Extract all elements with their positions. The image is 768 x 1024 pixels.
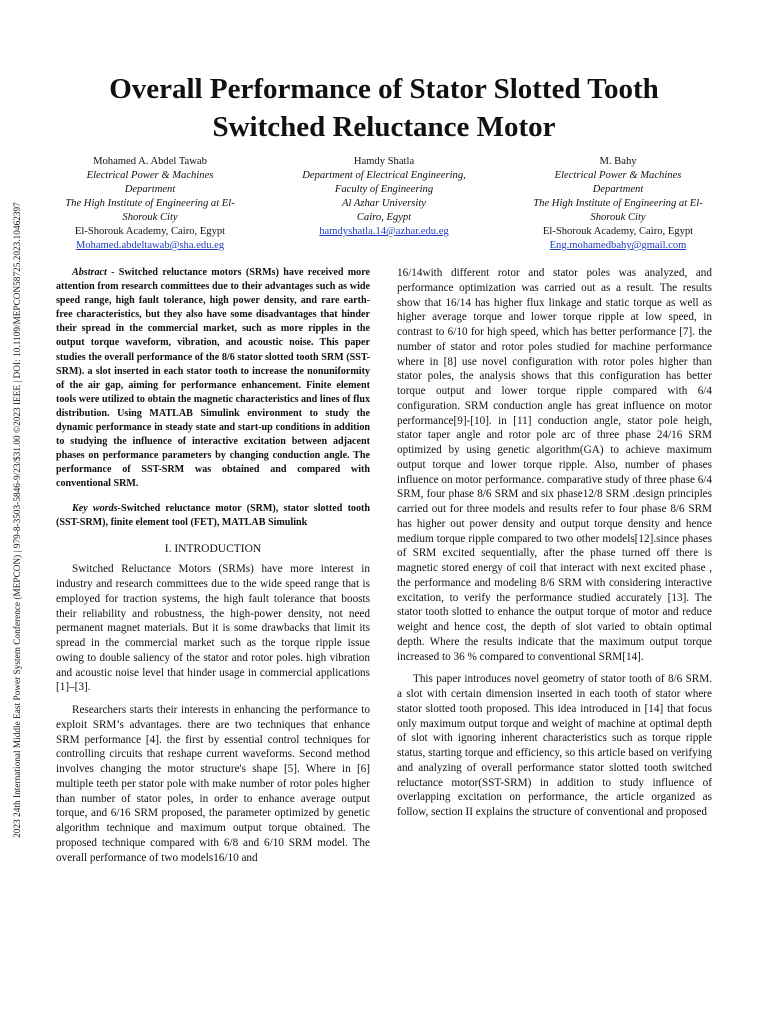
- author-institution-line: Shorouk City: [122, 212, 178, 223]
- title-line-1: Overall Performance of Stator Slotted Tooth: [109, 73, 659, 105]
- intro-paragraph-1: Switched Reluctance Motors (SRMs) have more interest in industry and research committees due to the wide speed range that is employed for traction systems, the high fault tolerance that boosts their reliability and robustness, the high-power density, not need permanent magnet materials. But it is some drawbacks that limit its spread in the commercial market such as the torque ripple issue owing to double saliency of the stator and rotor poles. high vibration and acoustic noise level that hinder usage in commercial applications [1]–[3].: [56, 563, 370, 694]
- author-institution-line: Shorouk City: [590, 212, 646, 223]
- right-paragraph-1: 16/14with different rotor and stator poles was analyzed, and performance optimization was carried out as a result. The results show that 16/14 has higher flux linkage and static torque as well as higher average torque and lower torque ripple at low speed, in contrast to 6/10 for high speed, which has better performance [7]. the number of stator and rotor poles studied for machine performance where in [8] use novel configuration with rotor poles higher than stator poles, the analysis shows that this configuration has better torque output and lower torque ripple compared with 6/4 configuration. SRM conduction angle has great influence on motor performance[9]-[10]. in [11] conduction angle, stator pole heigh, stator taper angle and rotor pole arc of three phase 24/16 SRM optimized by using genetic algorithm(GA) to achieve maximum output torque and lower torque ripple. Also, number of phases influence on motor performance. comparative study of three phase 6/4 SRM, four phase 8/6 SRM and six phase12/8 SRM .design principles carried out for three models and results refer to four phase 8/6 SRM has higher out power density and output torque density and hence medium torque ripple compared to two other models[12].since phases of SRM excited sequentially, after the phase turned off there is magnetic stored energy of coil that interact with next excited phase , the performance and modeling 8/6 SRM with considering interactive excitation, to verify the performance studied accurately [13]. The stator tooth slotted to enhance the output torque of motor and reduce weight and hence cost, the depth of slot varied to obtain optimal depth. Where the results indicate that the maximum output torque increased to 36 % compared to conventional SRM[14].: [397, 267, 712, 663]
- left-column: [56, 266, 370, 865]
- right-paragraph-2: This paper introduces novel geometry of stator tooth of 8/6 SRM. a slot with certain dimension inserted in each tooth of stator where stator slotted tooth proposed. This idea introduced in [14] that focus only maximum output torque and weight of machine at optimal depth of slot with ignoring inherent characteristics such as torque ripple status, starting torque and efficiency, so this article based on verifying and analyzing of overall performance stator slotted tooth switched reluctance motor(SST-SRM) in addition to study influence of overlapping excitation on performance, the article organized as follow, section II explains the structure of conventional and proposed: [397, 673, 712, 818]
- author-name: Mohamed A. Abdel Tawab: [93, 156, 207, 167]
- paper-title: [40, 70, 728, 146]
- author-institution-line: Cairo, Egypt: [356, 212, 412, 223]
- sidebar-text: 2023 24th International Middle East Power System Conference (MEPCON) | 979-8-3503-5846-9/23/$31.00 ©2023 IEEE | DOI: 10.1109/MEPCON58725.2023.10462397: [12, 202, 22, 838]
- keywords-text: -Switched reluctance motor (SRM), stator slotted tooth (SST-SRM), finite element tool (FET), MATLAB Simulink: [56, 502, 370, 528]
- title-line-2: Switched Reluctance Motor: [212, 111, 556, 143]
- author-dept-line: Electrical Power & Machines: [86, 170, 214, 181]
- author-institution-line: The High Institute of Engineering at El-: [533, 198, 703, 209]
- author-email-link[interactable]: Mohamed.abdeltawab@sha.edu.eg: [75, 240, 225, 251]
- author-3: [508, 155, 728, 253]
- abstract: [56, 266, 370, 492]
- author-dept-line: Department of Electrical Engineering,: [302, 170, 466, 181]
- author-name: Hamdy Shatla: [353, 156, 415, 167]
- author-dept-line: Faculty of Engineering: [334, 184, 434, 195]
- publication-sidebar: [6, 150, 28, 890]
- abstract-text: - Switched reluctance motors (SRMs) have received more attention from research committees due to their advantages such as wide speed range, high fault tolerance, high power density, and rare earth-free characteristics, but they also have some disadvantages that hinder their spread in the commercial market, such as more ripples in the output torque waveform, vibration, and acoustic noise. This paper studies the overall performance of the 8/6 stator slotted tooth SRM (SST-SRM). a slot inserted in each stator tooth to increase the nonuniformity of the air gap, aiming for performance enhancement. Finite element tools were utilized to obtain the magnetic characteristics and lines of flux distribution. Using MATLAB Simulink environment to study the dynamic performance in steady state and start-up conditions in addition to studying the influence of interactive excitation between adjacent phases on performance parameters by changing conduction angle. The performance of SST-SRM was obtained and compared with conventional SRM.: [56, 267, 370, 490]
- right-column: [397, 266, 712, 820]
- author-dept-line: Electrical Power & Machines: [554, 170, 682, 181]
- intro-paragraph-2: Researchers starts their interests in enhancing the performance to exploit SRM’s advantages. there are two techniques that enhance SRM performance [4]. the first by essential control techniques for controlling circuits that reshape current waveforms. Second method involves changing the motor structure's shape [5]. Where in [6] multiple teeth per stator pole with make number of rotor poles higher than number of stator poles, in order to enhance average output torque, and 6/16 SRM proposed, the parameter optimized by genetic algorithm technique and maximum output torque obtained. The proposed technique compared with 6/8 and 6/10 SRM model. The overall performance of two models16/10 and: [56, 704, 370, 864]
- author-email-link[interactable]: hamdyshatla.14@azhar.edu.eg: [319, 226, 449, 237]
- section-heading-introduction: I. INTRODUCTION: [164, 542, 262, 555]
- abstract-label: Abstract: [72, 267, 107, 278]
- author-dept-line: Department: [124, 184, 176, 195]
- author-email-link[interactable]: Eng.mohamedbahy@gmail.com: [549, 240, 687, 251]
- author-location: El-Shorouk Academy, Cairo, Egypt: [542, 226, 694, 237]
- author-institution-line: Al Azhar University: [342, 198, 426, 209]
- author-name: M. Bahy: [599, 156, 637, 167]
- keywords-label: Key words: [72, 502, 118, 514]
- author-2: [274, 155, 494, 239]
- author-1: [40, 155, 260, 253]
- author-location: El-Shorouk Academy, Cairo, Egypt: [74, 226, 226, 237]
- author-institution-line: The High Institute of Engineering at El-: [65, 198, 235, 209]
- author-dept-line: Department: [592, 184, 644, 195]
- keywords: [56, 502, 370, 530]
